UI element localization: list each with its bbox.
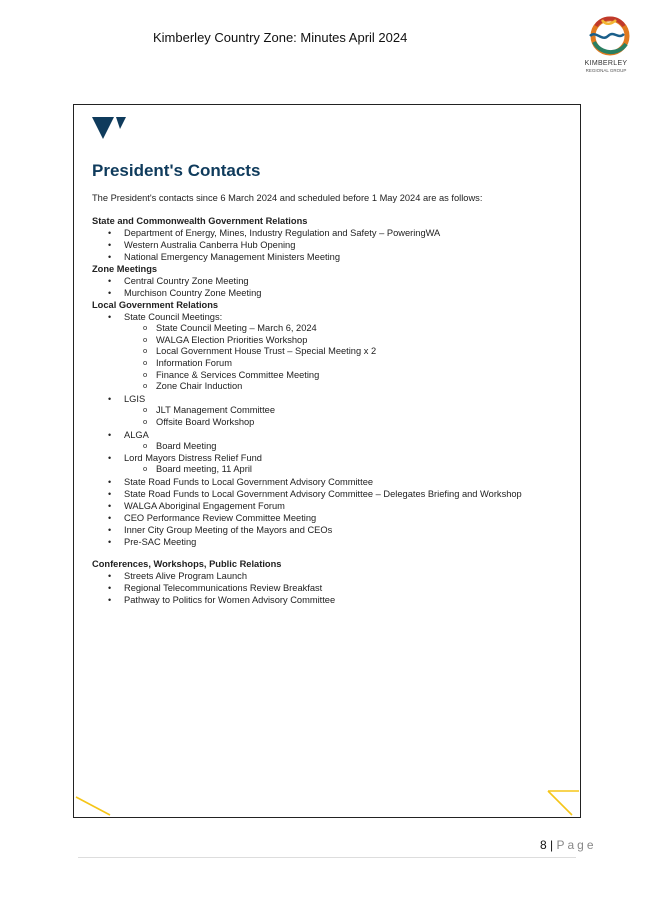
list-item: • State Road Funds to Local Government Advisory Committee — [92, 476, 572, 488]
logo-subtitle: REGIONAL GROUP — [585, 68, 627, 73]
page-number-value: 8 — [540, 838, 547, 852]
sub-list-item: o JLT Management Committee — [92, 405, 572, 417]
list-item: • State Council Meetings: — [92, 311, 572, 323]
sub-list-item: o Board meeting, 11 April — [92, 464, 572, 476]
list-item: • Murchison Country Zone Meeting — [92, 287, 572, 299]
embedded-document-page — [73, 104, 581, 818]
list-item: • Pre-SAC Meeting — [92, 536, 572, 548]
corner-accent-left-icon — [74, 795, 114, 817]
sub-list-item: o Finance & Services Committee Meeting — [92, 370, 572, 382]
section-heading: State and Commonwealth Government Relations — [92, 216, 308, 226]
header-title: Kimberley Country Zone: Minutes April 2024 — [153, 30, 408, 45]
section-heading: Zone Meetings — [92, 264, 158, 274]
list-item: • Lord Mayors Distress Relief Fund — [92, 452, 572, 464]
sub-list-item: o Board Meeting — [92, 441, 572, 453]
list-item: • CEO Performance Review Committee Meeting — [92, 512, 572, 524]
sub-list-item: o Offsite Board Workshop — [92, 417, 572, 429]
sub-list-item: o State Council Meeting – March 6, 2024 — [92, 323, 572, 335]
list-item: • LGIS — [92, 393, 572, 405]
list-item: • Department of Energy, Mines, Industry Regulation and Safety – PoweringWA — [92, 227, 572, 239]
walga-logo-icon — [92, 115, 132, 143]
sub-list-item: o Information Forum — [92, 358, 572, 370]
document-heading: President's Contacts — [92, 161, 261, 180]
logo-name: KIMBERLEY — [584, 60, 628, 67]
list-item: • ALGA — [92, 429, 572, 441]
page-number — [540, 838, 597, 852]
list-item: • State Road Funds to Local Government Advisory Committee – Delegates Briefing and Workshop — [92, 488, 572, 500]
list-item: • National Emergency Management Ministers Meeting — [92, 251, 572, 263]
page-word: Page — [556, 838, 597, 852]
page-separator: | — [550, 838, 554, 852]
document-intro: The President's contacts since 6 March 2024 and scheduled before 1 May 2024 are as follows: — [92, 193, 483, 203]
list-item: • Western Australia Canberra Hub Opening — [92, 239, 572, 251]
kimberley-logo-mark-icon — [578, 12, 634, 60]
list-item: • Regional Telecommunications Review Breakfast — [92, 582, 572, 594]
list-item: • WALGA Aboriginal Engagement Forum — [92, 500, 572, 512]
document-body — [92, 215, 572, 606]
list-item: • Streets Alive Program Launch — [92, 570, 572, 582]
corner-accent-right-icon — [546, 789, 580, 817]
list-item: • Central Country Zone Meeting — [92, 275, 572, 287]
sub-list-item: o Zone Chair Induction — [92, 381, 572, 393]
list-item: • Pathway to Politics for Women Advisory Committee — [92, 594, 572, 606]
list-item: • Inner City Group Meeting of the Mayors and CEOs — [92, 524, 572, 536]
sub-list-item: o Local Government House Trust – Special Meeting x 2 — [92, 346, 572, 358]
section-heading: Conferences, Workshops, Public Relations — [92, 558, 282, 569]
sub-list-item: o WALGA Election Priorities Workshop — [92, 335, 572, 347]
kimberley-logo — [578, 12, 634, 76]
section-heading: Local Government Relations — [92, 300, 219, 310]
footer-divider — [78, 857, 576, 858]
